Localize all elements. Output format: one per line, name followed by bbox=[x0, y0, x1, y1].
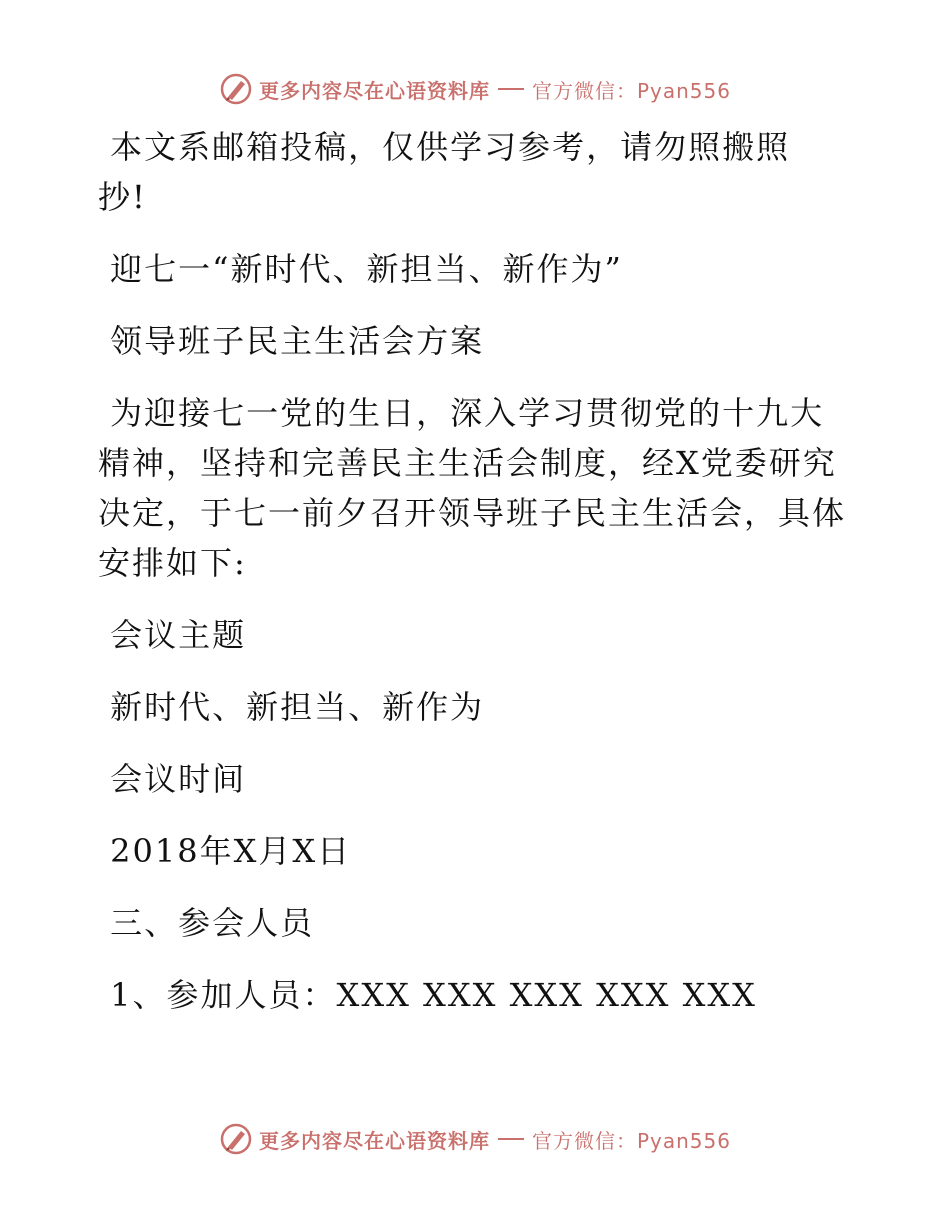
pen-logo-icon bbox=[219, 1122, 253, 1156]
title-line-1: 迎七一“新时代、新担当、新作为” bbox=[98, 250, 623, 288]
intro-paragraph: 为迎接七一党的生日，深入学习贯彻党的十九大精神，坚持和完善民主生活会制度，经X党委研究决定，于七一前夕召开领导班子民主生活会，具体安排如下: bbox=[98, 394, 847, 582]
section-1-heading: 会议主题 bbox=[98, 616, 247, 654]
section-3-item-1: 1、参加人员：XXX XXX XXX XXX XXX bbox=[98, 976, 757, 1014]
section-2-value: 2018年X月X日 bbox=[98, 832, 352, 870]
notice-text: 本文系邮箱投稿，仅供学习参考，请勿照搬照抄! bbox=[98, 128, 791, 216]
section-2-heading: 会议时间 bbox=[98, 760, 247, 798]
watermark-wechat: 官方微信：Pyan556 bbox=[531, 78, 731, 103]
watermark-separator bbox=[498, 1138, 524, 1140]
section-1-value: 新时代、新担当、新作为 bbox=[98, 688, 485, 726]
watermark-text: 更多内容尽在心语资料库 bbox=[258, 1128, 490, 1153]
watermark-wechat: 官方微信：Pyan556 bbox=[531, 1128, 731, 1153]
watermark-separator bbox=[498, 88, 524, 90]
watermark-text: 更多内容尽在心语资料库 bbox=[258, 78, 490, 103]
footer-watermark bbox=[0, 1122, 950, 1156]
document-body bbox=[98, 122, 858, 1020]
section-3-heading: 三、参会人员 bbox=[98, 904, 315, 942]
header-watermark bbox=[0, 72, 950, 106]
title-line-2: 领导班子民主生活会方案 bbox=[98, 322, 485, 360]
pen-logo-icon bbox=[219, 72, 253, 106]
